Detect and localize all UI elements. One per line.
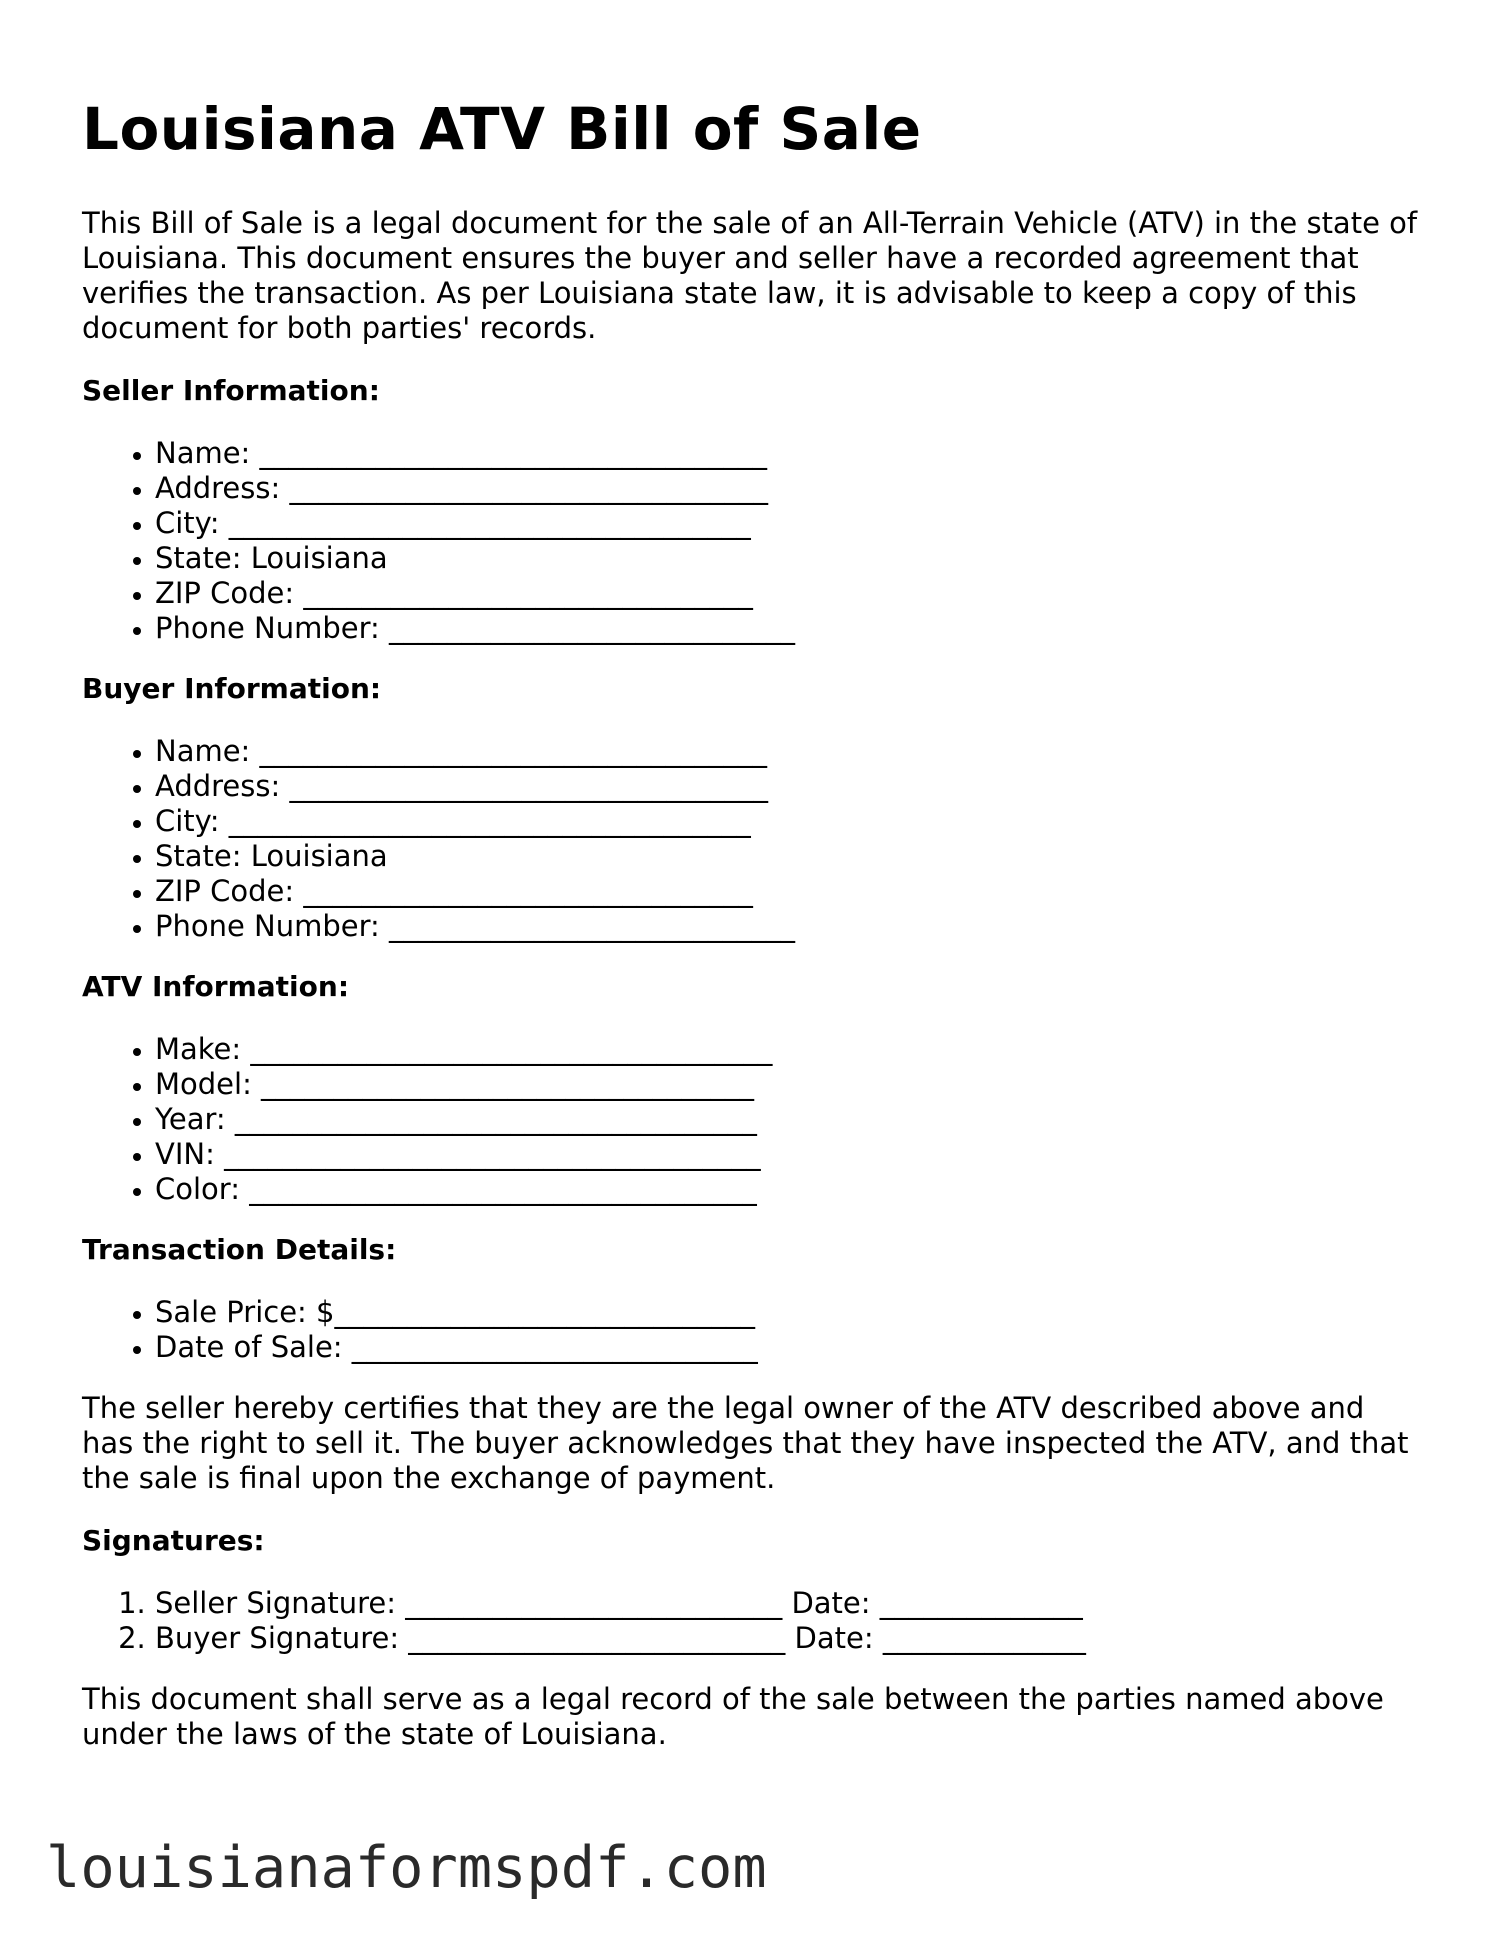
atv-make-field: • Make: ____________________________________ (155, 1032, 1422, 1067)
transaction-heading: Transaction Details: (82, 1233, 397, 1266)
seller-zip-field: • ZIP Code: _______________________________ (155, 576, 1422, 611)
atv-color-field: • Color: ___________________________________ (155, 1172, 1422, 1207)
atv-heading: ATV Information: (82, 970, 350, 1003)
intro-paragraph: This Bill of Sale is a legal document for the sale of an All-Terrain Vehicle (ATV) in the state of Louisiana. This document ensures the buyer and seller have a recorded agreement that verifies the transaction. As per Louisiana state law, it is advisable to keep a copy of this document for both parties' records. (82, 206, 1418, 345)
seller-state-field: • State: Louisiana (155, 541, 1422, 576)
certification-paragraph: The seller hereby certifies that they are the legal owner of the ATV described above and has the right to sell it. The buyer acknowledges that they have inspected the ATV, and that the sale is final upon the exchange of payment. (82, 1391, 1409, 1495)
sale-price-field: • Sale Price: $_____________________________ (155, 1295, 1422, 1330)
signatures-heading: Signatures: (82, 1524, 265, 1557)
buyer-city-field: • City: ____________________________________ (155, 804, 1422, 839)
atv-list (82, 1032, 1422, 1207)
buyer-list (82, 734, 1422, 944)
atv-vin-field: • VIN: _____________________________________ (155, 1137, 1422, 1172)
seller-list (82, 436, 1422, 646)
document-page (82, 95, 1422, 1780)
seller-heading: Seller Information: (82, 374, 380, 407)
seller-phone-field: • Phone Number: ____________________________ (155, 611, 1422, 646)
buyer-heading: Buyer Information: (82, 672, 382, 705)
transaction-list (82, 1295, 1422, 1365)
seller-city-field: • City: ____________________________________ (155, 506, 1422, 541)
buyer-phone-field: • Phone Number: ____________________________ (155, 909, 1422, 944)
atv-model-field: • Model: __________________________________ (155, 1067, 1422, 1102)
footer-watermark: louisianaformspdf.com (46, 1835, 767, 1901)
buyer-state-field: • State: Louisiana (155, 839, 1422, 874)
buyer-name-field: • Name: ___________________________________ (155, 734, 1422, 769)
buyer-address-field: • Address: _________________________________ (155, 769, 1422, 804)
buyer-zip-field: • ZIP Code: _______________________________ (155, 874, 1422, 909)
seller-address-field: • Address: _________________________________ (155, 471, 1422, 506)
signatures-list (82, 1586, 1422, 1656)
atv-year-field: • Year: ____________________________________ (155, 1102, 1422, 1137)
seller-name-field: • Name: ___________________________________ (155, 436, 1422, 471)
sale-date-field: • Date of Sale: ____________________________ (155, 1330, 1422, 1365)
seller-signature-line: 1. Seller Signature: __________________________ Date: ______________ (155, 1586, 1422, 1621)
closing-paragraph: This document shall serve as a legal record of the sale between the parties named above under the laws of the state of Louisiana. (82, 1682, 1384, 1751)
document-title: Louisiana ATV Bill of Sale (82, 95, 922, 163)
buyer-signature-line: 2. Buyer Signature: __________________________ Date: ______________ (155, 1621, 1422, 1656)
